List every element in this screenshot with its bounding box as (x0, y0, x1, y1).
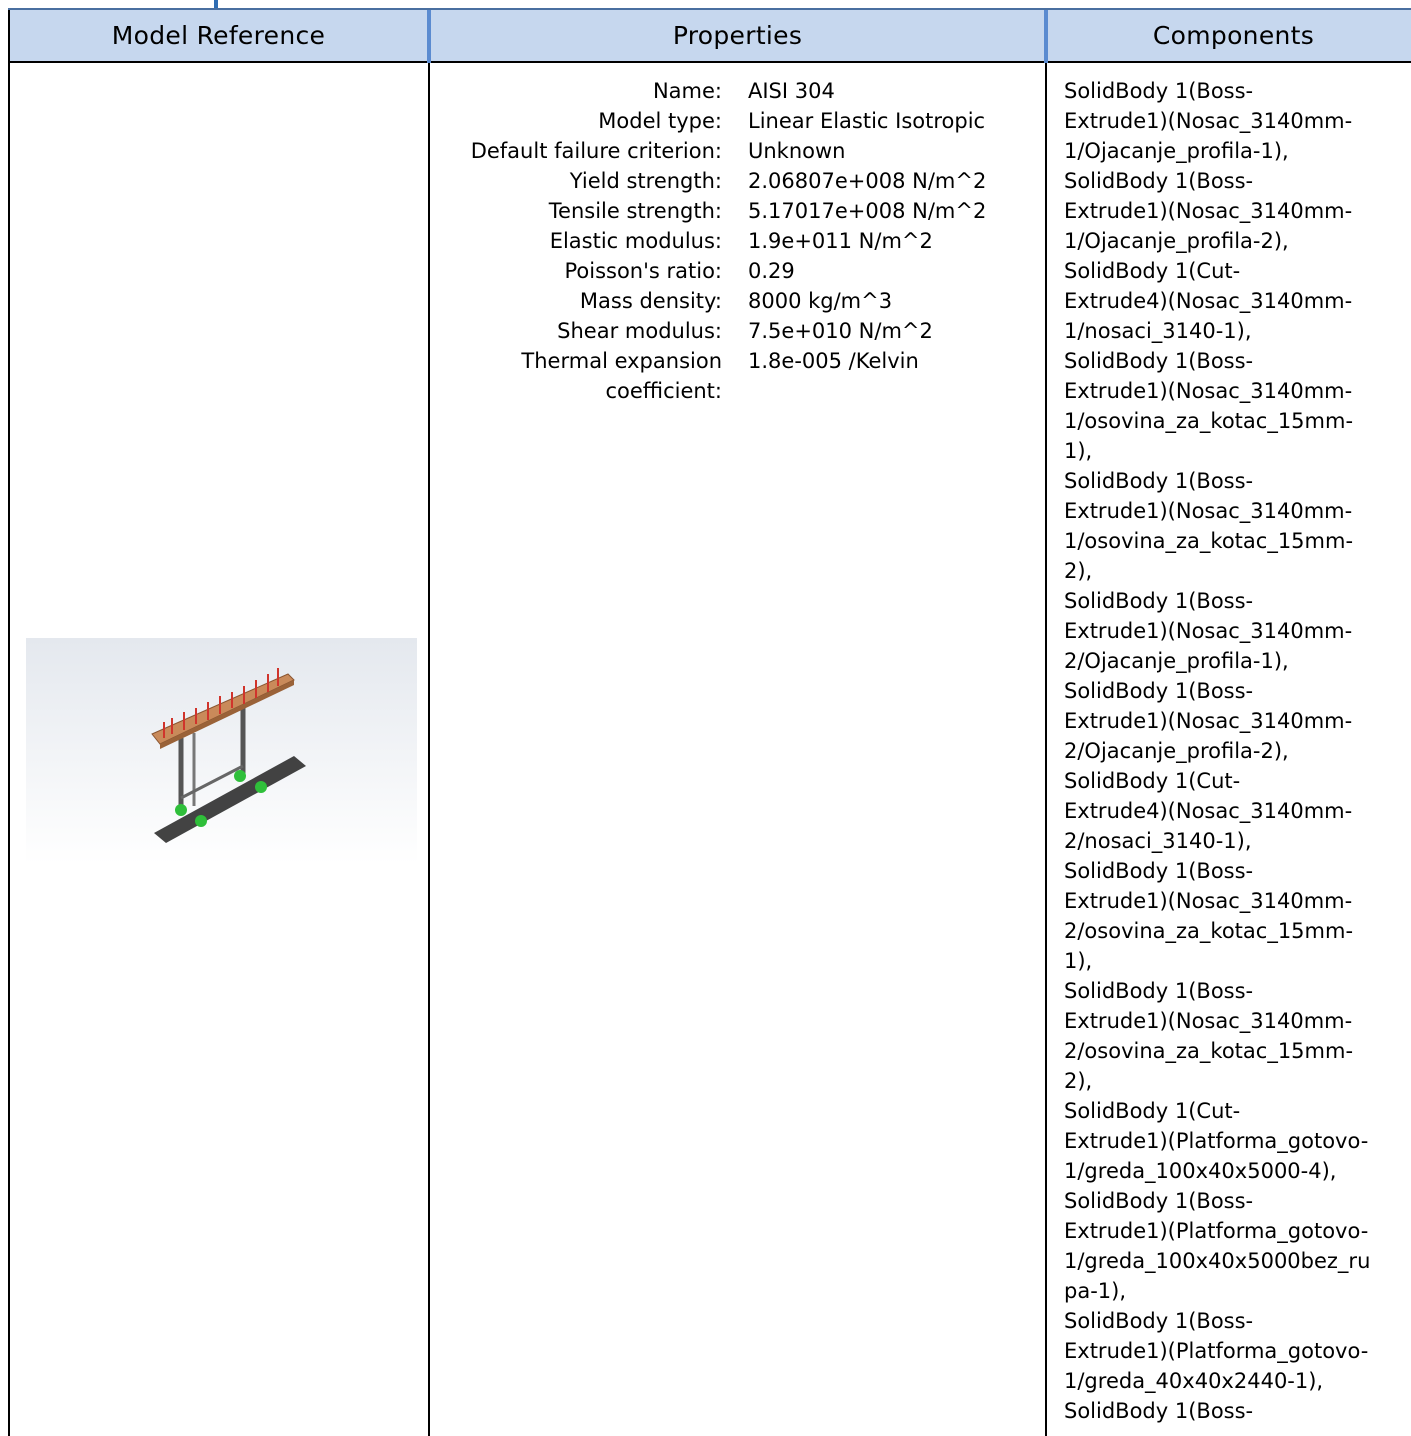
component-line: Extrude1)(Platforma_gotovo- (1064, 1219, 1369, 1243)
properties-list (430, 63, 1045, 1436)
component-line: Extrude4)(Nosac_3140mm- (1064, 799, 1353, 823)
property-label: Mass density: (579, 289, 722, 313)
component-line: Extrude1)(Nosac_3140mm- (1064, 199, 1353, 223)
component-line: Extrude1)(Nosac_3140mm- (1064, 379, 1353, 403)
property-label: Default failure criterion: (470, 139, 722, 163)
component-line: SolidBody 1(Boss- (1064, 169, 1254, 193)
component-line: 1/osovina_za_kotac_15mm- (1064, 409, 1354, 433)
component-line: 1/nosaci_3140-1), (1064, 319, 1252, 343)
component-line: 2/osovina_za_kotac_15mm- (1064, 919, 1354, 943)
component-line: Extrude1)(Nosac_3140mm- (1064, 889, 1353, 913)
model-reference-image (26, 638, 417, 864)
property-row (430, 346, 1045, 406)
property-row (430, 106, 1045, 136)
components-cell (1046, 62, 1411, 1436)
component-line: SolidBody 1(Boss- (1064, 1309, 1254, 1333)
component-line: SolidBody 1(Boss- (1064, 679, 1254, 703)
fixture-marker (234, 770, 246, 782)
component-line: 2/Ojacanje_profila-2), (1064, 739, 1289, 763)
property-label: Model type: (598, 109, 722, 133)
component-line: Extrude1)(Nosac_3140mm- (1064, 709, 1353, 733)
component-line: 1/greda_40x40x2440-1), (1064, 1369, 1324, 1393)
column-header-components: Components (1046, 10, 1411, 62)
component-line: Extrude1)(Platforma_gotovo- (1064, 1129, 1369, 1153)
component-line: 1/greda_100x40x5000bez_ru (1064, 1249, 1371, 1273)
component-line: Extrude1)(Nosac_3140mm- (1064, 619, 1353, 643)
component-line: SolidBody 1(Boss- (1064, 1189, 1254, 1213)
fixture-marker (195, 815, 207, 827)
property-value: 0.29 (748, 259, 795, 283)
property-value: 1.8e-005 /Kelvin (748, 349, 919, 373)
component-line: Extrude1)(Nosac_3140mm- (1064, 499, 1353, 523)
component-line: 1), (1064, 949, 1093, 973)
component-line: SolidBody 1(Cut- (1064, 259, 1241, 283)
fixture-marker (255, 781, 267, 793)
property-row (430, 256, 1045, 286)
column-header-model-reference: Model Reference (9, 10, 429, 62)
property-label: Elastic modulus: (549, 229, 722, 253)
component-line: 2), (1064, 559, 1093, 583)
property-value: 5.17017e+008 N/m^2 (748, 199, 987, 223)
properties-cell (429, 62, 1046, 1436)
property-row (430, 196, 1045, 226)
property-value: 1.9e+011 N/m^2 (748, 229, 933, 253)
property-row (430, 316, 1045, 346)
component-line: 1/Ojacanje_profila-2), (1064, 229, 1289, 253)
property-label: Poisson's ratio: (564, 259, 722, 283)
property-label: Yield strength: (569, 169, 722, 193)
component-line: 2), (1064, 1069, 1093, 1093)
component-line: 1/Ojacanje_profila-1), (1064, 139, 1289, 163)
table-header-row (9, 10, 1411, 62)
property-row (430, 286, 1045, 316)
property-label: Tensile strength: (548, 199, 722, 223)
property-value: 7.5e+010 N/m^2 (748, 319, 933, 343)
component-line: 2/Ojacanje_profila-1), (1064, 649, 1289, 673)
component-line: 1), (1064, 439, 1093, 463)
component-line: Extrude1)(Nosac_3140mm- (1064, 109, 1353, 133)
property-value: AISI 304 (748, 79, 835, 103)
viewport-background (26, 638, 417, 864)
components-list (1047, 63, 1411, 1426)
column-header-properties: Properties (429, 10, 1046, 62)
property-row (430, 166, 1045, 196)
property-value: Linear Elastic Isotropic (748, 109, 986, 133)
property-label: Shear modulus: (557, 319, 722, 343)
property-row (430, 76, 1045, 106)
component-line: SolidBody 1(Boss- (1064, 859, 1254, 883)
component-line: SolidBody 1(Boss- (1064, 1399, 1254, 1423)
material-properties-table (8, 10, 1411, 1436)
component-line: Extrude1)(Nosac_3140mm- (1064, 1009, 1353, 1033)
component-line: SolidBody 1(Boss- (1064, 79, 1254, 103)
property-row (430, 226, 1045, 256)
property-value: Unknown (748, 139, 846, 163)
section-heading-fragment (214, 0, 218, 8)
component-line: Extrude1)(Platforma_gotovo- (1064, 1339, 1369, 1363)
component-line: pa-1), (1064, 1279, 1127, 1303)
property-value: 2.06807e+008 N/m^2 (748, 169, 987, 193)
component-line: SolidBody 1(Boss- (1064, 469, 1254, 493)
component-line: 2/osovina_za_kotac_15mm- (1064, 1039, 1354, 1063)
property-row (430, 136, 1045, 166)
component-line: Extrude4)(Nosac_3140mm- (1064, 289, 1353, 313)
property-value: 8000 kg/m^3 (748, 289, 893, 313)
component-line: 1/greda_100x40x5000-4), (1064, 1159, 1337, 1183)
component-line: 1/osovina_za_kotac_15mm- (1064, 529, 1354, 553)
fixture-marker (175, 804, 187, 816)
table-row (9, 62, 1411, 1436)
component-line: SolidBody 1(Cut- (1064, 1099, 1241, 1123)
component-line: SolidBody 1(Boss- (1064, 979, 1254, 1003)
section-top-rule (0, 0, 1411, 10)
property-label: Name: (652, 79, 722, 103)
component-line: SolidBody 1(Cut- (1064, 769, 1241, 793)
component-line: SolidBody 1(Boss- (1064, 589, 1254, 613)
model-reference-cell (9, 62, 429, 1436)
component-line: 2/nosaci_3140-1), (1064, 829, 1252, 853)
property-label: Thermal expansion coefficient: (521, 349, 722, 403)
component-line: SolidBody 1(Boss- (1064, 349, 1254, 373)
